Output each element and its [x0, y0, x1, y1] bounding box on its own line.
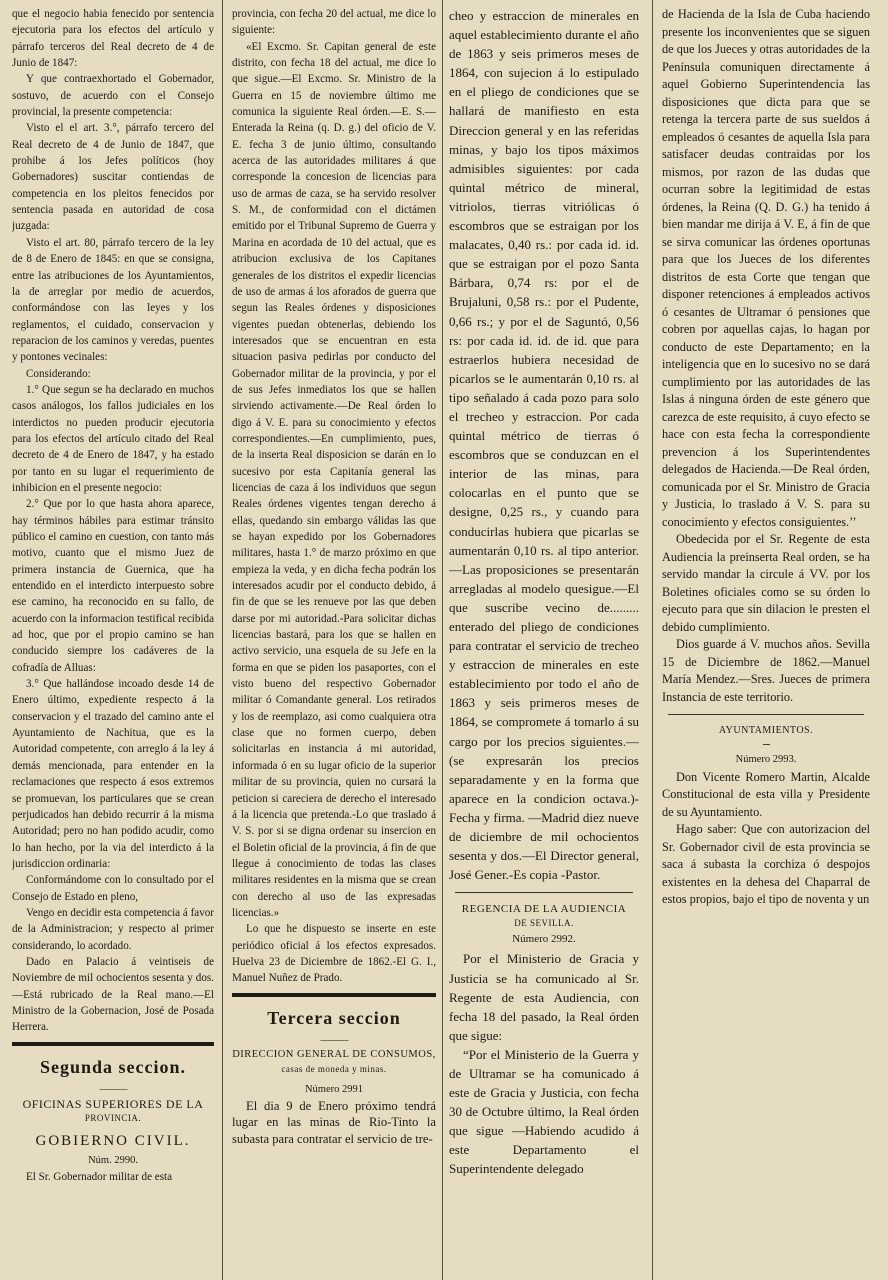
paragraph: Don Vicente Romero Martin, Alcalde Constitucional de esta villa y Presidente de su Ayuntamiento.	[662, 769, 870, 819]
ayuntamientos-heading: AYUNTAMIENTOS.	[718, 725, 814, 736]
ornament: ---	[762, 739, 770, 750]
paragraph: «El Excmo. Sr. Capitan general de este distrito, con fecha 18 del actual, me dice lo que sigue.—El Excmo. Sr. Ministro de la Guerra en 15 de noviembre último me comunica la siguiente Real órden.—E. S.—Enterada la Reina (q. D. g.) del oficio de V. E. fecha 3 de junio último, consultando acerca de las autoridades militares á que corresponde la concesion de licencias para uso de armas de caza, se ha servido resolver S. M., de conformidad con el dictámen emitido por el Tribunal Supremo de Guerra y Marina en acordada de 10 del actual, que es atribucion exclusiva de los Capitanes generales de los distritos el expedir licencias de uso de armas á los aforados de guerra que segun las Reales órdenes y disposiciones vigentes puedan obtenerlas, debiendo los interesados que se encuentran en esta situacion pasiva pedirlas por conducto del Gobernador militar de la provincia, y por el de sus Jefes inmediatos los que se hallen sirviendo activamente.—De Real órden lo digo á V. E. para su conocimiento y efectos correspondientes.—En cumplimiento, pues, de la inserta Real disposicion se darán en lo sucesivo por esta Capitanía general las licencias de caza á los individuos que segun Reales órdenes vigentes tengan derecho á ellas, quedando sin embargo válidas las que se hayan expedido por los Gobernadores militares, hasta 1.° de marzo próximo en que empieza la veda, y en dicha fecha podrán los interesados acudir por el conducto debido, á fin de que se les renueve por las que deben darse por mi autoridad.-Para solicitar dichas licencias bastará, para los que se hallen en activo servicio, una esquela de su Jefe en la forma en que se piden los pasaportes, con el visto bueno del respectivo Gobernador militar ó Comandante general. Los retirados y los de reemplazo, asi como cualquiera otra clase que no formen cuerpo, deben solicitarlas en instancia á mi autoridad, informada ó en su lugar oficio de la superior militar de su provincia, quien no cursará la peticion si careciera de derecho el interesado á la licencia que pretenda.-Lo que traslado á V. S. por si se digna ordenar su insercion en el Boletin oficial de la provincia, á fin de que llegue á conocimiento de todas las clases militares residentes en la misma que se crean con derecho al uso de las expresadas licencias.»	[232, 40, 436, 919]
paragraph: El dia 9 de Enero próximo tendrá lugar en las minas de Rio-Tinto la subasta para contratar el servicio de tre-	[232, 1098, 436, 1146]
paragraph: 3.° Que hallándose incoado desde 14 de Enero último, expediente respecto á la conservacion y el trazado del camino ante el Ayuntamiento de Nachitua, que es la Autoridad competente, con arreglo á la ley á demás mencionada, para entender en la reclamaciones que respecto á esos extremos se promuevan, los particulares que se crean perjudicados han debido recurrir á la misma Autoridad; pero no han podido acudir, como lo han hecho, por la via del interdicto á la jurisdiccion ordinaria:	[12, 678, 214, 870]
divider	[668, 714, 864, 715]
column-rule	[222, 0, 223, 1280]
section-divider	[12, 1042, 214, 1046]
paragraph: “Por el Ministerio de la Guerra y de Ultramar se ha comunicado á este de Gracia y Justicia, con fecha 30 de Octubre último, la Real órden que sigue —Habiendo acudido á este Departamento el Superintendente delegado	[449, 1046, 639, 1177]
section-title: Segunda seccion.	[39, 1056, 187, 1077]
paragraph: que el negocio habia fenecido por sentencia ejecutoria para los efectos del artículo y párrafo terceros del Real decreto de 4 de Junio de 1847:	[12, 8, 214, 70]
paragraph: Hago saber: Que con autorizacion del Sr. Gobernador civil de esta provincia se saca á subasta la corchiza ó despojos existentes en la dehesa del Chaparral de estos propios, bajo el tipo de noventa y un	[662, 822, 870, 906]
column-1	[12, 6, 214, 1278]
notice-number: Número 2993.	[735, 754, 797, 765]
paragraph: 1.° Que segun se ha declarado en muchos casos análogos, los fallos judiciales en los interdictos no pueden producir ejecutoria para los efectos del artículo citado del Real decreto de 4 de Enero de 1847, y ha estado por tanto en su lugar el requerimiento de inhibicion en el presente negocio:	[12, 383, 214, 494]
paragraph: de Hacienda de la Isla de Cuba haciendo presente los inconvenientes que se siguen de que los Jueces y otras autoridades de la Península comuniquen directamente á aquel Gobierno Superintendencia las disposiciones que dicta para que se retenga la tercera parte de sus sueldos á empleados ó cesantes de aquella Isla para satisfacer deudas contraidas por los mismos, por razon de las dudas que ocurran sobre la legitimidad de estas órdenes, la Reina (Q. D. G.) ha tenido á bien mandar me dirija á V. E, á fin de que se sirva comunicar las órdenes oportunas para que los Jueces de los diferentes distritos de esta Corte que tengan que disponer retenciones á empleados activos ó cesantes de Ultramar ó pensiones que cobren por aquellas cajas, lo hagan por conducto de este Departamento; en la inteligencia que en lo sucesivo no se dará cumplimiento por las autoridades de las Islas á ninguna órden de este género que carezca de este requisito, á cuyo efecto se hace con esta fecha la correspondiente prevencion á los Superintendentes delegados de Hacienda.—De Real órden, comunicada por el Sr. Ministro de Gracia y Justicia, lo traslado á V. S. para su conocimiento y efectos consiguientes.’’	[662, 7, 870, 529]
regencia-heading: REGENCIA DE LA AUDIENCIA	[461, 903, 627, 916]
notice-number: Núm. 2990.	[88, 1154, 138, 1166]
direction-subheading: casas de moneda y minas.	[281, 1063, 387, 1074]
column-rule	[652, 0, 653, 1280]
column-4	[662, 6, 870, 1278]
notice-number: Número 2991	[304, 1083, 364, 1095]
column-rule	[442, 0, 443, 1280]
paragraph: Considerando:	[26, 367, 91, 380]
paragraph: Dado en Palacio á veintiseis de Noviembre de mil ochocientos sesenta y dos.—Está rubricado de la Real mano.—El Ministro de la Gobernacion, José de Posada Herrera.	[12, 955, 214, 1034]
paragraph: El Sr. Gobernador militar de esta	[26, 1171, 173, 1183]
section-divider	[232, 993, 436, 997]
paragraph: Lo que he dispuesto se inserte en este periódico oficial á los efectos expresados. Huelva 23 de Diciembre de 1862.-El G. I., Manuel Nuñez de Prado.	[232, 923, 436, 985]
ornament: ———	[99, 1083, 127, 1095]
paragraph: cheo y estraccion de minerales en aquel establecimiento durante el año de 1863 y seis primeros meses de 1864, con sujecion á lo estipulado en el pliego de condiciones que se hallará de manifiesto en esta Direccion general y en las referidas minas, y bajo los tipos máximos admisibles siguientes: por cada quintal métrico de mineral, vitriolos, tierras vitriólicas ó escombros que se estraigan por los malacates, 0,40 rs.: por cada id. id. que se estraigan por el pozo Santa Bárbara, 0,74 rs: por el de Brujaluni, 0,58 rs.: por el Pudente, 0,66 rs.; y por el de Saguntó, 0,56 rs: por cada id. id. de id. que para estraerlos hubiera necesidad de picarlos se le aumentarán 0,10 rs. al tipo señalado á cada pozo para solo el trecheo y estraccion. Por cada quintal métrico de tierras ó escombros que se conduzcan en el interior de las minas, para colocarlas en el punto que se designe, 0,25 rs., y cuando para conducirlas hubiera que picarlas se aumentarán 0,10 rs. al tipo anterior.—Las proposiciones se presentarán arregladas al modelo quesigue.—El que suscribe vecino de......... enterado del pliego de condiciones para contratar el servicio de trecheo y estraccion de minerales en este establecimiento por todo el año de 1863 y seis primeros meses de 1864, se compromete á tomarlo á su cargo por los precios siguientes.—(se expresarán los precios separadamente y en la forma que aparece en la condicion octava.)-Fecha y firma. —Madrid diez nueve de diciembre de mil ochocientos sesenta y dos.—El Director general, José Gener.-Es copia -Pastor.	[449, 8, 639, 883]
notice-number: Número 2992.	[512, 933, 576, 946]
regencia-subheading: DE SEVILLA.	[514, 918, 574, 929]
office-subheading: PROVINCIA.	[84, 1112, 142, 1123]
column-3	[449, 6, 639, 1278]
paragraph: Conformándome con lo consultado por el Consejo de Estado en pleno,	[12, 874, 214, 903]
paragraph: provincia, con fecha 20 del actual, me dice lo siguiente:	[232, 8, 436, 37]
gobierno-heading: GOBIERNO CIVIL.	[35, 1132, 191, 1149]
paragraph: Por el Ministerio de Gracia y Justicia se ha comunicado al Sr. Regente de esta Audiencia, con fecha 18 del pasado, la Real órden que sigue:	[449, 951, 639, 1043]
ornament: ———	[320, 1034, 348, 1046]
paragraph: Dios guarde á V. muchos años. Sevilla 15 de Diciembre de 1862.—Manuel María Mendez.—Sres. Jueces de primera Instancia de este territorio.	[662, 637, 870, 704]
paragraph: Visto el el art. 3.°, párrafo tercero del Real decreto de 4 de Junio de 1847, que prohibe á los Jefes políticos (hoy Gobernadores) suscitar contiendas de competencia en los pleitos fenecidos por sentencia pasada en autoridad de cosa juzgada:	[12, 122, 214, 233]
direction-heading: DIRECCION GENERAL DE CONSUMOS,	[232, 1048, 436, 1060]
office-heading: OFICINAS SUPERIORES DE LA	[22, 1096, 204, 1111]
section-title: Tercera seccion	[267, 1007, 401, 1028]
paragraph: Obedecida por el Sr. Regente de esta Audiencia la preinserta Real orden, se ha servido mandar la circule á VV. por los Boletines oficiales como se su órden lo ejecuto para que sin dilacion le presten el debido cumplimiento.	[662, 532, 870, 634]
paragraph: 2.° Que por lo que hasta ahora aparece, hay términos hábiles para estimar tránsito público el camino en cuestion, con tanto más motivo, cuanto que el mismo Juez de primera instancia de Guernica, que ha entendido en el interdicto interpuesto sobre ese camino, ha reconocido en su fallo, de acuerdo con la informacion testifical recibida ad hoc, que por el propio camino se han conducido siempre los cadáveres de la cofradía de Alluas:	[12, 498, 214, 674]
paragraph: Vengo en decidir esta competencia á favor de la Administracion; y respecto al primer considerando, lo acordado.	[12, 906, 214, 952]
paragraph: Visto el art. 80, párrafo tercero de la ley de 8 de Enero de 1845: en que se consigna, entre las atribuciones de los Ayuntamientos, la de arreglar por medio de acuerdos, conformándose con las leyes y los reglamentos, el cuidado, conservacion y reparacion de los caminos y veredas, puentes y pontones vecinales:	[12, 236, 214, 364]
divider	[455, 892, 633, 893]
paragraph: Y que contraexhortado el Gobernador, sostuvo, de acuerdo con el Consejo provincial, la presente competencia:	[12, 73, 214, 119]
column-2	[232, 6, 436, 1278]
